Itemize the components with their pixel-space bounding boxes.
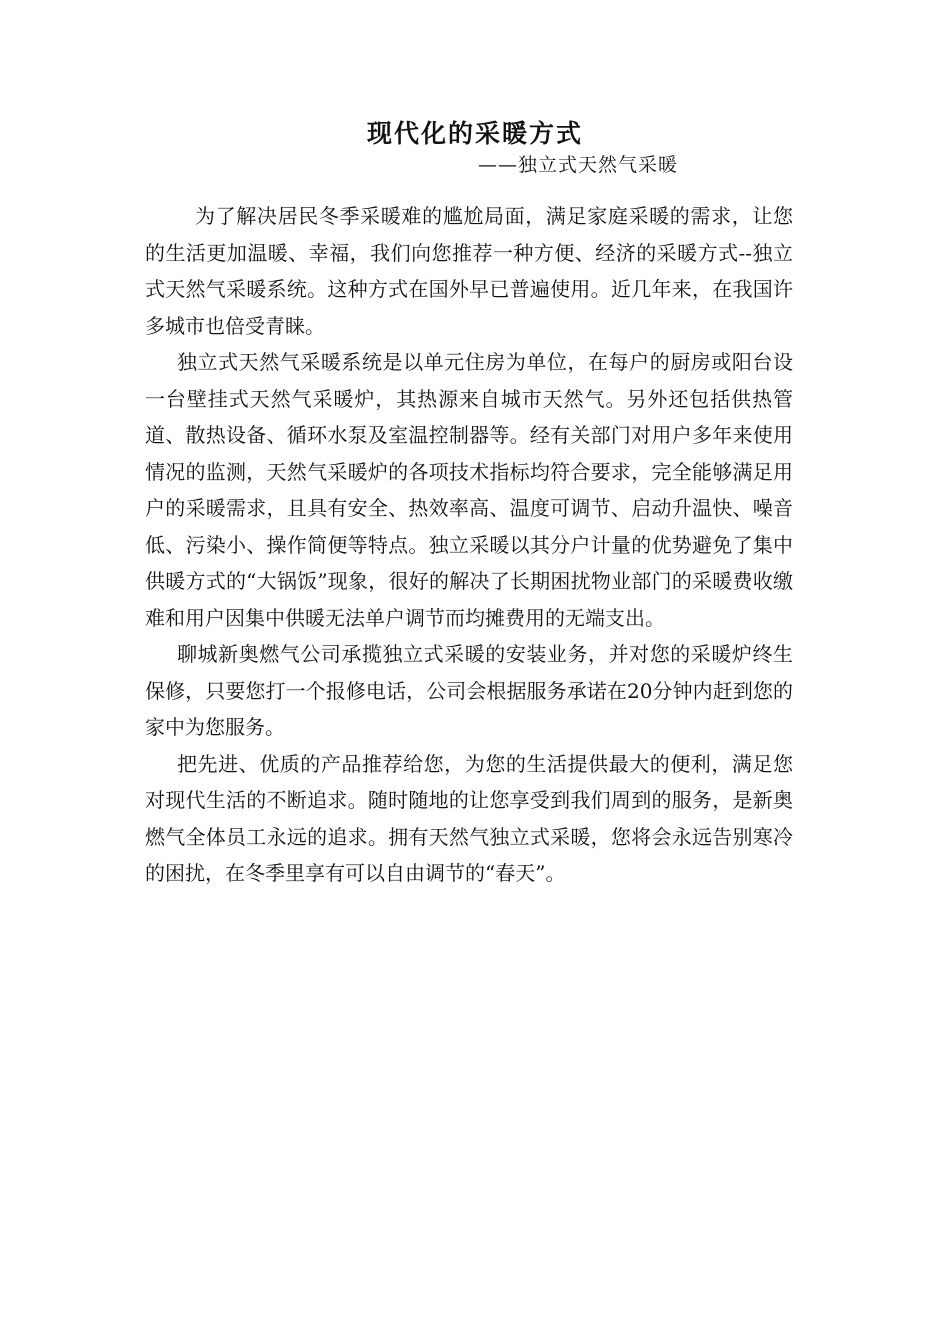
document-title: 现代化的采暖方式: [366, 119, 583, 148]
document-subtitle: ——独立式天然气采暖: [478, 154, 679, 176]
paragraph-system-description: 独立式天然气采暖系统是以单元住房为单位，在每户的厨房或阳台设一台壁挂式天然气采暖炉，其热源来自城市天然气。另外还包括供热管道、散热设备、循环水泵及室温控制器等。经有关部门对用户多年来使用情况的监测，天然气采暖炉的各项技术指标均符合要求，完全能够满足用户的采暖需求，且具有安全、热效率高、温度可调节、启动升温快、噪音低、污染小、操作简便等特点。独立采暖以其分户计量的优势避免了集中供暖方式的“大锅饭”现象，很好的解决了长期困扰物业部门的采暖费收缴难和用户因集中供暖无法单户调节而均摊费用的无端支出。: [145, 350, 793, 630]
paragraph-closing: 把先进、优质的产品推荐给您，为您的生活提供最大的便利，满足您对现代生活的不断追求。随时随地的让您享受到我们周到的服务，是新奥燃气全体员工永远的追求。拥有天然气独立式采暖，您将会永远告别寒冷的困扰，在冬季里享有可以自由调节的“春天”。: [145, 751, 793, 885]
paragraph-intro: 为了解决居民冬季采暖难的尴尬局面，满足家庭采暖的需求，让您的生活更加温暖、幸福，我们向您推荐一种方便、经济的采暖方式--独立式天然气采暖系统。这种方式在国外早已普遍使用。近几年来，在我国许多城市也倍受青睐。: [145, 204, 793, 338]
paragraph-company-service: 聊城新奥燃气公司承揽独立式采暖的安装业务，并对您的采暖炉终生保修，只要您打一个报修电话，公司会根据服务承诺在20分钟内赶到您的家中为您服务。: [145, 642, 793, 739]
document-body: [145, 198, 793, 892]
